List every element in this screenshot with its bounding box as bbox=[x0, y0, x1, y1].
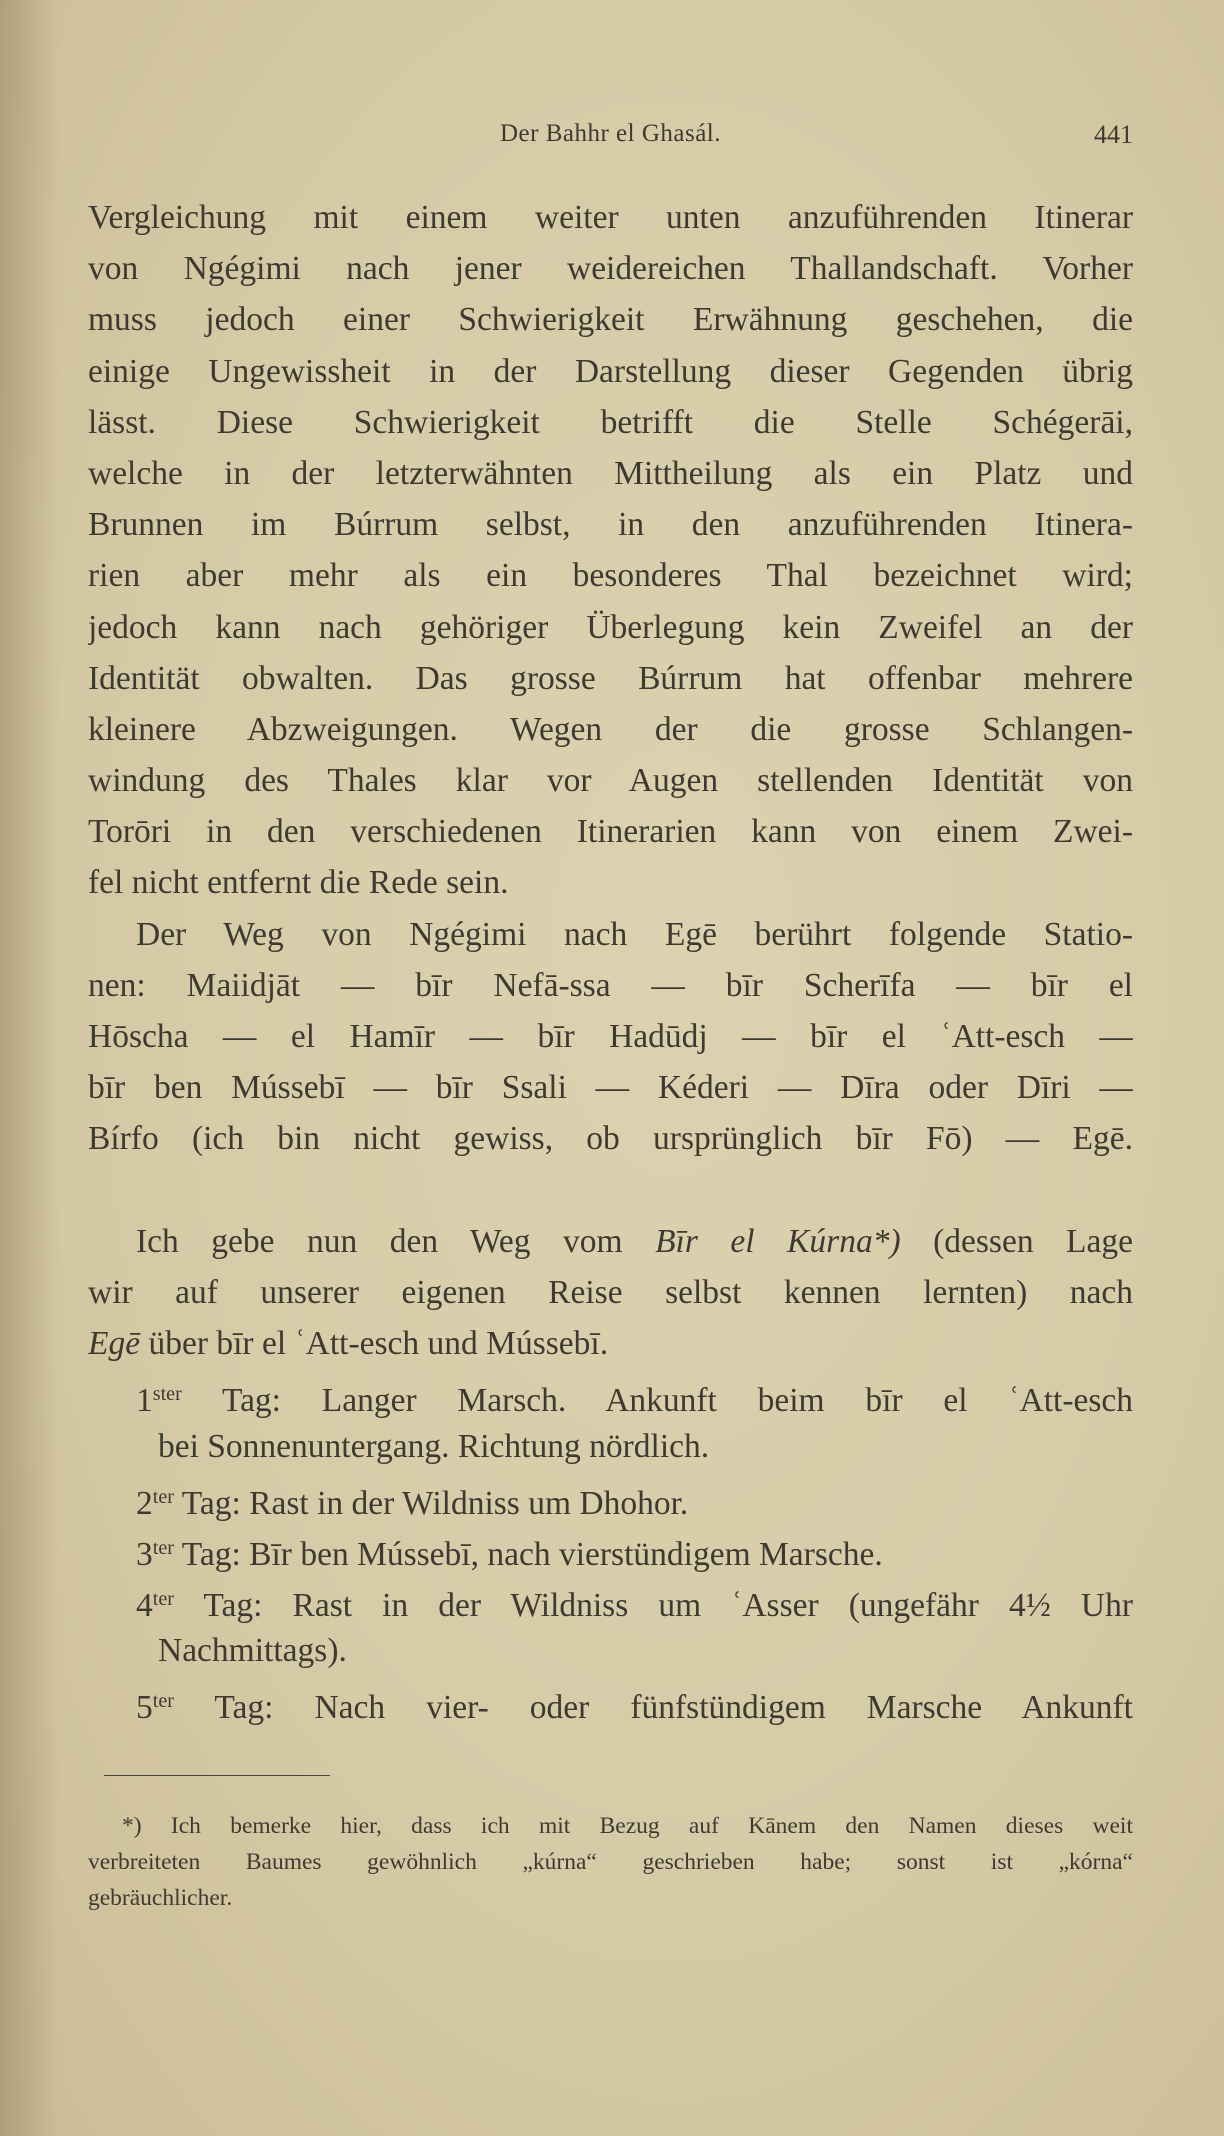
day-entry bbox=[88, 1369, 1133, 1420]
day-text: Tag: Rast in der Wildniss um Dhohor. bbox=[173, 1484, 689, 1522]
text-segment: (dessen Lage bbox=[900, 1222, 1133, 1260]
day-entry bbox=[88, 1574, 1133, 1625]
day-text: Tag: Langer Marsch. Ankunft beim bīr el ʿAtt-esch bbox=[181, 1382, 1133, 1420]
text-line bbox=[88, 1216, 1133, 1267]
text-line: fel nicht entfernt die Rede sein. bbox=[88, 864, 509, 902]
footnote-line: *) Ich bemerke hier, dass ich mit Bezug auf Kānem den Namen dieses weit bbox=[122, 1813, 1133, 1839]
text-line: Torōri in den verschiedenen Itinerarien kann von einem Zwei- bbox=[88, 813, 1133, 851]
day-entry bbox=[88, 1676, 1133, 1727]
day-text: Tag: Bīr ben Mússebī, nach vierstündigem Marsche. bbox=[173, 1535, 883, 1573]
text-line: von Ngégimi nach jener weidereichen Thallandschaft. Vorher bbox=[88, 250, 1133, 288]
day-number: 4 bbox=[136, 1587, 153, 1625]
footnote-rule bbox=[104, 1775, 330, 1776]
day-number: 3 bbox=[136, 1535, 153, 1573]
day-number: 5 bbox=[136, 1689, 153, 1727]
text-line: jedoch kann nach gehöriger Überlegung kein Zweifel an der bbox=[88, 608, 1133, 646]
day-continuation: Nachmittags). bbox=[158, 1632, 347, 1670]
day-entry bbox=[88, 1472, 1133, 1523]
place-name: Bīr el Kúrna bbox=[655, 1222, 873, 1260]
text-line: Brunnen im Búrrum selbst, in den anzuführenden Itinera- bbox=[88, 506, 1133, 544]
day-text: Tag: Nach vier- oder fünfstündigem Marsche Ankunft bbox=[173, 1689, 1133, 1727]
day-suffix: ter bbox=[152, 1485, 174, 1508]
text-line: rien aber mehr als ein besonderes Thal bezeichnet wird; bbox=[88, 557, 1133, 595]
day-suffix: ter bbox=[152, 1536, 174, 1559]
text-line: Hōscha — el Hamīr — bīr Hadūdj — bīr el ʿAtt-esch — bbox=[88, 1018, 1133, 1055]
day-number: 1 bbox=[136, 1382, 153, 1420]
day-suffix: ter bbox=[152, 1690, 174, 1713]
text-line: Vergleichung mit einem weiter unten anzuführenden Itinerar bbox=[88, 199, 1133, 236]
text-line: muss jedoch einer Schwierigkeit Erwähnung geschehen, die bbox=[88, 301, 1133, 339]
day-entry bbox=[88, 1523, 1133, 1574]
place-name: Egē bbox=[88, 1325, 141, 1363]
text-line: wir auf unserer eigenen Reise selbst kennen lernten) nach bbox=[88, 1273, 1133, 1311]
text-line: Der Weg von Ngégimi nach Egē berührt folgende Statio- bbox=[136, 915, 1133, 953]
page-header bbox=[88, 120, 1133, 160]
text-segment: Ich gebe nun den Weg vom bbox=[136, 1222, 656, 1260]
text-line bbox=[88, 1318, 1133, 1369]
day-suffix: ster bbox=[152, 1383, 182, 1406]
text-line: welche in der letzterwähnten Mittheilung als ein Platz und bbox=[88, 454, 1133, 492]
text-line: Identität obwalten. Das grosse Búrrum hat offenbar mehrere bbox=[88, 659, 1133, 697]
text-line: einige Ungewissheit in der Darstellung dieser Gegenden übrig bbox=[88, 352, 1133, 390]
text-line: windung des Thales klar vor Augen stellenden Identität von bbox=[88, 762, 1133, 800]
text-line: nen: Maiidjāt — bīr Nefā-ssa — bīr Scherīfa — bīr el bbox=[88, 966, 1133, 1004]
text-line: bīr ben Mússebī — bīr Ssali — Kéderi — Dīra oder Dīri — bbox=[88, 1069, 1133, 1107]
footnote-marker: *) bbox=[872, 1222, 901, 1260]
day-suffix: ter bbox=[152, 1588, 174, 1611]
day-number: 2 bbox=[136, 1484, 153, 1522]
footnote bbox=[88, 1808, 1133, 1916]
text-segment: über bīr el ʿAtt-esch und Mússebī. bbox=[140, 1325, 609, 1363]
day-text: Tag: Rast in der Wildniss um ʿAsser (ungefähr 4½ Uhr bbox=[173, 1587, 1133, 1625]
text-line: kleinere Abzweigungen. Wegen der die grosse Schlangen- bbox=[88, 710, 1133, 748]
text-line: lässt. Diese Schwierigkeit betrifft die Stelle Schégerāi, bbox=[88, 403, 1133, 441]
day-continuation: bei Sonnenuntergang. Richtung nördlich. bbox=[158, 1427, 710, 1465]
footnote-line: verbreiteten Baumes gewöhnlich „kúrna“ geschrieben habe; sonst ist „kórna“ bbox=[88, 1849, 1133, 1875]
page-number: 441 bbox=[1094, 120, 1133, 149]
text-line: Bírfo (ich bin nicht gewiss, ob ursprünglich bīr Fō) — Egē. bbox=[88, 1120, 1133, 1158]
footnote-line: gebräuchlicher. bbox=[88, 1885, 233, 1911]
running-title: Der Bahhr el Ghasál. bbox=[499, 120, 722, 147]
main-text bbox=[88, 192, 1133, 1728]
